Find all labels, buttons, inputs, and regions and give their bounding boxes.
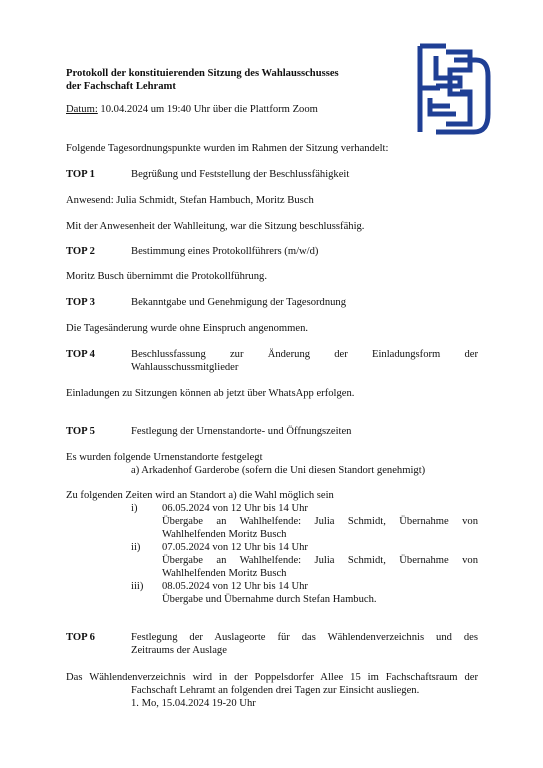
time-num: i) xyxy=(131,503,138,514)
agenda-intro: Folgende Tagesordnungspunkte wurden im Rahmen der Sitzung verhandelt: xyxy=(66,143,389,154)
top3-title: Bekanntgabe und Genehmigung der Tagesordnung xyxy=(131,297,347,308)
title-line-2: der Fachschaft Lehramt xyxy=(66,81,176,92)
date-label: Datum: xyxy=(66,104,98,115)
time-date: 08.05.2024 von 12 Uhr bis 14 Uhr xyxy=(162,581,308,592)
top5-locations-intro: Es wurden folgende Urnenstandorte festgelegt xyxy=(66,452,263,463)
top1-note: Mit der Anwesenheit der Wahlleitung, war die Sitzung beschlussfähig. xyxy=(66,221,365,232)
time-num: iii) xyxy=(131,581,144,592)
top3-label: TOP 3 xyxy=(66,297,95,308)
time-date: 06.05.2024 von 12 Uhr bis 14 Uhr xyxy=(162,503,308,514)
top5-times-intro: Zu folgenden Zeiten wird an Standort a) die Wahl möglich sein xyxy=(66,490,334,501)
top4-note: Einladungen zu Sitzungen können ab jetzt über WhatsApp erfolgen. xyxy=(66,388,355,399)
top2-title: Bestimmung eines Protokollführers (m/w/d) xyxy=(131,246,319,257)
time-handover: Übergabe an Wahlhelfende: Julia Schmidt, Übernahme von xyxy=(162,516,478,527)
top4-label: TOP 4 xyxy=(66,349,95,360)
top1-title: Begrüßung und Feststellung der Beschlussfähigkeit xyxy=(131,169,350,180)
top3-note: Die Tagesänderung wurde ohne Einspruch angenommen. xyxy=(66,323,309,334)
time-handover: Übergabe und Übernahme durch Stefan Hambuch. xyxy=(162,594,377,605)
time-date: 07.05.2024 von 12 Uhr bis 14 Uhr xyxy=(162,542,308,553)
top2-label: TOP 2 xyxy=(66,246,95,257)
meeting-date xyxy=(66,103,318,116)
time-num: ii) xyxy=(131,542,141,553)
time-handover-cont: Wahlhelfenden Moritz Busch xyxy=(162,529,287,540)
top1-attendees: Anwesend: Julia Schmidt, Stefan Hambuch, Moritz Busch xyxy=(66,195,314,206)
date-value: 10.04.2024 um 19:40 Uhr über die Plattform Zoom xyxy=(97,104,318,115)
time-handover: Übergabe an Wahlhelfende: Julia Schmidt, Übernahme von xyxy=(162,555,478,566)
top4-title-line-2: Wahlausschussmitglieder xyxy=(131,362,239,373)
time-handover-cont: Wahlhelfenden Moritz Busch xyxy=(162,568,287,579)
top5-location-a: a) Arkadenhof Garderobe (sofern die Uni diesen Standort genehmigt) xyxy=(131,465,426,476)
top6-note-line-1: Das Wählendenverzeichnis wird in der Poppelsdorfer Allee 15 im Fachschaftsraum der xyxy=(66,672,478,683)
fachschaft-logo xyxy=(416,42,492,136)
top6-title-line-1: Festlegung der Auslageorte für das Wählendenverzeichnis und des xyxy=(131,632,478,643)
top5-title: Festlegung der Urnenstandorte- und Öffnungszeiten xyxy=(131,426,352,437)
top5-label: TOP 5 xyxy=(66,426,95,437)
top6-title-line-2: Zeitraums der Auslage xyxy=(131,645,227,656)
top6-note-line-2: Fachschaft Lehramt an folgenden drei Tagen zur Einsicht ausliegen. xyxy=(131,685,420,696)
top6-label: TOP 6 xyxy=(66,632,95,643)
top4-title-line-1: Beschlussfassung zur Änderung der Einladungsform der xyxy=(131,349,478,360)
top1-label: TOP 1 xyxy=(66,169,95,180)
top6-note-line-3: 1. Mo, 15.04.2024 19-20 Uhr xyxy=(131,698,256,709)
title-line-1: Protokoll der konstituierenden Sitzung des Wahlausschusses xyxy=(66,68,339,79)
top2-note: Moritz Busch übernimmt die Protokollführung. xyxy=(66,271,267,282)
